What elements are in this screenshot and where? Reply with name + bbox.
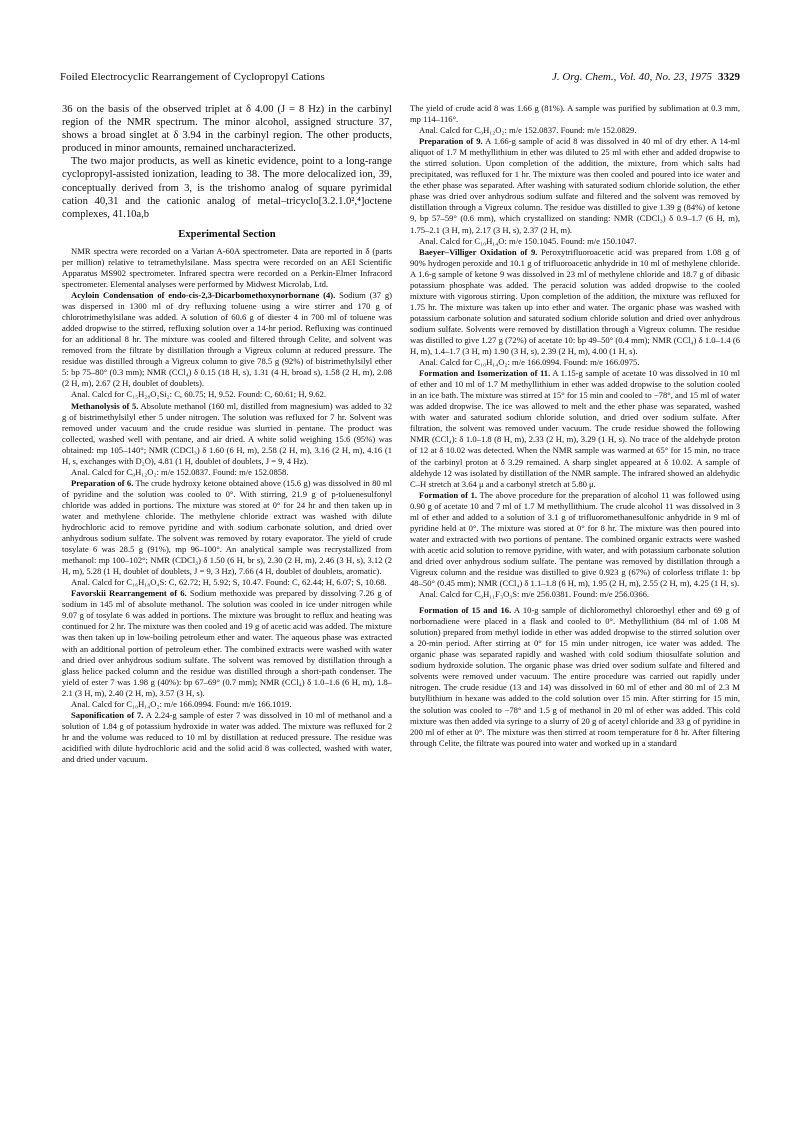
acyloin-heading: Acyloin Condensation of endo-cis-2,3-Dicarbomethoxynorbornane (4). (71, 290, 336, 301)
prep6-analysis: Anal. Calcd for C₁₆H₁₈O₄S: C, 62.72; H, 5.92; S, 10.47. Found: C, 62.44; H, 6.07; S, 10.68. (71, 577, 387, 588)
acyloin-analysis: Anal. Calcd for C₁₅H₂₈O₂Si₂: C, 60.75; H, 9.52. Found: C, 60.61; H, 9.62. (71, 389, 327, 400)
acid8-analysis: Anal. Calcd for C₉H₁₂O₂: m/e 152.0837. Found: m/e 152.0829. (419, 125, 637, 136)
methanolysis-heading: Methanolysis of 5. (71, 400, 139, 411)
formation15-heading: Formation of 15 and 16. (419, 605, 512, 616)
methanolysis-analysis: Anal. Calcd for C₉H₁₂O₂: m/e 152.0837. Found: m/e 152.0858. (71, 466, 289, 477)
isomerization-paragraph (410, 368, 740, 490)
saponification-paragraph (62, 710, 392, 765)
saponification-body: A 2.24-g sample of ester 7 was dissolved in 10 ml of methanol and a solution of 1.84 g of potassium hydroxide in water was added. The mixture was refluxed for 2 hr and the volume was reduced to 10 ml by distillation at reduced pressure. The residue was acidified with dilute hydrochloric acid and the solid acid 8 was collected, washed with water, and dried under vacuum. (62, 709, 392, 764)
prep6-paragraph (62, 478, 392, 577)
favorskii-analysis: Anal. Calcd for C₁₀H₁₄O₂: m/e 166.0994. Found: m/e 166.1019. (71, 698, 292, 709)
methanolysis-paragraph (62, 401, 392, 467)
formation1-heading: Formation of 1. (419, 489, 478, 500)
intro-paragraph-2: The two major products, as well as kinetic evidence, point to a long-range cyclopropyl-assisted ionization, leading to 38. The more delocalized ion, 39, conceptually derived from 3, is the trishomo analog of square pyrimidal cation 40,31 and the cationic analog of metal–tricyclo[3.2.1.0²,⁴]octene complexes, 41.10a,b (62, 156, 392, 220)
formation1-paragraph (410, 490, 740, 589)
baeyer-villiger-heading: Baeyer–Villiger Oxidation of 9. (419, 246, 538, 257)
journal-name: J. Org. Chem., Vol. 40, No. 23, 1975 (551, 71, 712, 83)
acyloin-paragraph (62, 290, 392, 389)
continued-paragraph: The yield of crude acid 8 was 1.66 g (81%). A sample was purified by sublimation at 0.3 mm, mp 114–116°. (410, 103, 740, 125)
intro-paragraph-1: 36 on the basis of the observed triplet at δ 4.00 (J = 8 Hz) in the carbinyl region of the NMR spectrum. The minor alcohol, assigned structure 37, shows a broad singlet at δ 3.94 in the carbinyl region. The other products, produced in minor amounts, remained uncharacterized. (62, 104, 392, 155)
formation15-paragraph (410, 605, 740, 749)
formation1-body: The above procedure for the preparation of alcohol 11 was followed using 0.90 g of acetate 10 and 7 ml of 1.7 M methyllithium. The crude alcohol 11 was dissolved in 3 ml of ether and added to a solution of 3.1 g of trifluoromethanesulfonic anhydride in 9 ml of pyridine held at 0°. The mixture was stored at 0° for 8 hr. The mixture was then poured into water and extracted with two portions of pentane. The combined organic extracts were washed with acetic acid solution to remove pyridine, with water, and with potassium carbonate solution and dried over anhydrous sodium sulfate. The pentane was removed by distillation through a Vigreux column and the residue was distilled to give 0.923 g (67%) of colorless triflate 1: bp 48–50° (0.45 mm); NMR (CCl₄) δ 1.1–1.8 (6 H, m), 1.95 (2 H, m), 2.55 (2 H, m), 4.25 (1 H, s). (410, 489, 740, 589)
saponification-heading: Saponification of 7. (71, 709, 144, 720)
favorskii-body: Sodium methoxide was prepared by dissolving 7.26 g of sodium in 145 ml of absolute methanol. The solution was cooled in ice under nitrogen while 9.07 g of tosylate 6 was added in portions. The mixture was brought to reflux and heating was continued for 2 hr. The mixture was then cooled and 19 g of acetic acid was added. The mixture was then taken up in low-boiling petroleum ether and water. The aqueous phase was extracted with an additional portion of petroleum ether. The combined extracts were washed with water and dried over anhydrous sodium sulfate. The solvent was removed by distillation through a glass helice packed column and the residue was distilled through a short-path condenser. The yield of ester 7 was 1.98 g (40%): bp 67–69° (0.7 mm); NMR (CCl₄) δ 1.0–1.6 (6 H, m), 1.8–2.1 (3 H, m), 2.40 (2 H, m), 3.57 (3 H, s). (62, 588, 392, 698)
prep9-analysis: Anal. Calcd for C₁₀H₁₄O: m/e 150.1045. Found: m/e 150.1047. (419, 235, 637, 246)
page-header (60, 70, 740, 86)
prep9-heading: Preparation of 9. (419, 136, 483, 147)
right-column (410, 103, 740, 749)
prep9-paragraph (410, 136, 740, 235)
methanolysis-body: Absolute methanol (160 ml, distilled from magnesium) was added to 32 g of bistrimethylsilyl ether 5 under nitrogen. The solution was refluxed for 7 hr. Solvent was removed under vacuum and the crude residue was slurried in pentane. The product was collected, washed well with pentane, and air dried. A white solid weighing 15.6 (95%) was obtained: mp 105–140°; NMR (CDCl₃) δ 1.60 (6 H, m), 2.58 (2 H, m), 3.16 (2 H, m), 4.16 (1 H, s, exchanges with D₂O), 4.81 (1 H, doublet of doublets, J = 9, 4 Hz). (62, 400, 392, 466)
baeyer-villiger-paragraph (410, 247, 740, 357)
left-column (62, 103, 392, 765)
page-number: 3329 (718, 71, 740, 83)
isomerization-body: A 1.15-g sample of acetate 10 was dissolved in 10 ml of ether and 10 ml of 1.7 M methyllithium in ether was added dropwise to the solution cooled in an ice bath. The mixture was stirred at 15° for 15 min and cooled to −78°, and 15 ml of water was added dropwise. The ice was allowed to melt and the ether phase was separated, washed with water and saturated sodium chloride solution, and dried over sodium sulfate. After filtration, the solvent was removed under vacuum. The crude residue showed the following NMR (CCl₄): δ 1.0–1.8 (8 H, m), 2.33 (2 H, m), 3.29 (1 H, s). No trace of the aldehyde proton of 12 at δ 10.02 was detected. When the NMR sample was warmed at 65° for 15 min, no trace of the carbinyl proton at δ 3.29 remained. A sharp singlet appeared at δ 10.02. A sample of aldehyde 12 was isolated by distillation of the NMR sample. The infrared showed an aldehydic C–H stretch at 3.64 μ and a carbonyl stretch at 5.80 μ. (410, 368, 740, 489)
prep9-body: A 1.66-g sample of acid 8 was dissolved in 40 ml of dry ether. A 14-ml aliquot of 1.7 M methyllithium in ether was diluted to 25 ml with ether and added dropwise to the stirred solution. Upon completion of the addition, the mixture, from which salts had precipitated, was refluxed for 1 hr. The mixture was then cooled and poured into ice water and the ether phase was separated. After washing with saturated sodium chloride solution, the ether phase was dried over anhydrous sodium sulfate and filtered and the solvent was removed by distillation through a Vigreux column. The residue was distilled to give 1.39 g (84%) of ketone 9, bp 57–59° (0.6 mm), which crystallized on standing: NMR (CDCl₃) δ 0.9–1.7 (6 H, m), 1.75–2.1 (3 H, m), 2.17 (3 H, s), 2.37 (2 H, m). (410, 136, 740, 235)
prep6-heading: Preparation of 6. (71, 477, 134, 488)
acyloin-body: Sodium (37 g) was dispersed in 1300 ml of dry refluxing toluene using a wire stirrer and 170 g of chlorotrimethylsilane was added. A solution of 60.6 g of diester 4 in 700 ml of toluene was added dropwise to the stirred, refluxing solution over a 14-hr period. Refluxing was continued for an additional 8 hr. The mixture was cooled and filtered through Celite, and solvent was removed from the filtrate by distillation through a Vigreux column at reduced pressure. The residue was distilled through a Vigreux column to give 78.5 g (92%) of bistrimethylsilyl ether 5: bp 75–80° (0.3 mm); NMR (CCl₄) δ 0.15 (18 H, s), 1.31 (4 H, broad s), 1.58 (2 H, m), 2.08 (2 H, m), 2.67 (2 H, doublet of doublets). (62, 290, 392, 389)
baeyer-villiger-body: Peroxytrifluoroacetic acid was prepared from 1.08 g of 90% hydrogen peroxide and 10.1 g of trifluoroacetic anhydride in 10 ml of methylene chloride. A 1.6-g sample of ketone 9 was dissolved in 23 ml of methylene chloride and 18.7 g of dibasic potassium phosphate was added. The peracid solution was added dropwise to the cooled mixture with vigorous stirring. Upon completion of the addition, the mixture was refluxed for 1.75 hr. The mixture was taken up into ether and water. The organic phase was washed with potassium carbonate solution and saturated sodium chloride solution and dried over anhydrous sodium sulfate. Solvents were removed by distillation through a Vigreux column. The residue was distilled to give 1.27 g (72%) of acetate 10: bp 49–50° (0.4 mm); NMR (CCl₄) δ 1.0–1.4 (6 H, m), 1.4–1.7 (3 H, m) 1.90 (3 H, s), 2.39 (2 H, m), 4.00 (1 H, s). (410, 246, 741, 357)
formation1-analysis: Anal. Calcd for C₉H₁₁F₃O₃S: m/e 256.0381. Found: m/e 256.0366. (419, 589, 650, 600)
running-title: Foiled Electrocyclic Rearrangement of Cyclopropyl Cations (60, 71, 325, 83)
favorskii-paragraph (62, 588, 392, 698)
journal-citation (552, 70, 740, 84)
prep6-body: The crude hydroxy ketone obtained above (15.6 g) was dissolved in 80 ml of pyridine and the solution was cooled to 0°. With stirring, 21.9 g of p-toluenesulfonyl chloride was added in portions. The mixture was stored at 0° for 24 hr and then taken up in water and methylene chloride. The methylene chloride extract was washed with dilute hydrochloric acid to remove pyridine and with sodium carbonate solution, and dried over anhydrous sodium sulfate. The solvent was removed by rotary evaporator. The yield of crude tosylate 6 was 28.5 g (91%), mp 96–100°. An analytical sample was recrystallized from methanol: mp 100–102°; NMR (CDCl₃) δ 1.50 (6 H, br s), 2.30 (2 H, m), 2.46 (3 H, s), 3.12 (2 H, m), 5.28 (1 H, doublet of doublets, J = 9, 3 Hz), 7.66 (4 H, doublet of doublets, aromatic). (62, 477, 392, 577)
experimental-intro: NMR spectra were recorded on a Varian A-60A spectrometer. Data are reported in δ (parts per million) relative to tetramethylsilane. Mass spectra were recorded on an AEI Scientific Apparatus MS902 spectrometer. Infrared spectra were recorded on a Perkin-Elmer Infracord spectrometer. Elemental analyses were performed by Midwest Microlab, Ltd. (62, 245, 392, 289)
baeyer-villiger-analysis: Anal. Calcd for C₁₀H₁₄O₂: m/e 166.0994. Found: m/e 166.0975. (419, 357, 640, 368)
isomerization-heading: Formation and Isomerization of 11. (419, 368, 551, 379)
formation15-body: A 10-g sample of dichloromethyl chloroethyl ether and 69 g of norbornadiene were placed in a flask and cooled to 0°. Methyllithium (84 ml of 1.08 M solution) prepared from methyl iodide in ether was added dropwise to the stirred solution over a 20-min period. After stirring at 0° for 15 min under nitrogen, ice water was added. The organic phase was separated rapidly and washed with cold sodium thiosulfate solution and sodium hydroxide solution. The organic phase was dried over sodium sulfate and filtered and solvents were removed under vacuum. The entire procedure was carried out rapidly under nitrogen. The crude residue (13 and 14) was dissolved in 60 ml of ether and 80 ml of 2.3 M butyllithium in hexane was added to the cold solution over 15 min. After stirring for 15 min, the solution was cooled to −78° and 1.5 g of methanol in 20 ml of ether was added. This cold mixture was then added via syringe to a slurry of 20 g of acetyl chloride and 33 g of pyridine in 200 ml of ether at 0°. The mixture was then stirred at room temperature for 8 hr. After filtering through Celite, the filtrate was poured into water and worked up in a standard (410, 605, 740, 748)
experimental-section-title: Experimental Section (178, 228, 276, 240)
favorskii-heading: Favorskii Rearrangement of 6. (71, 588, 187, 599)
